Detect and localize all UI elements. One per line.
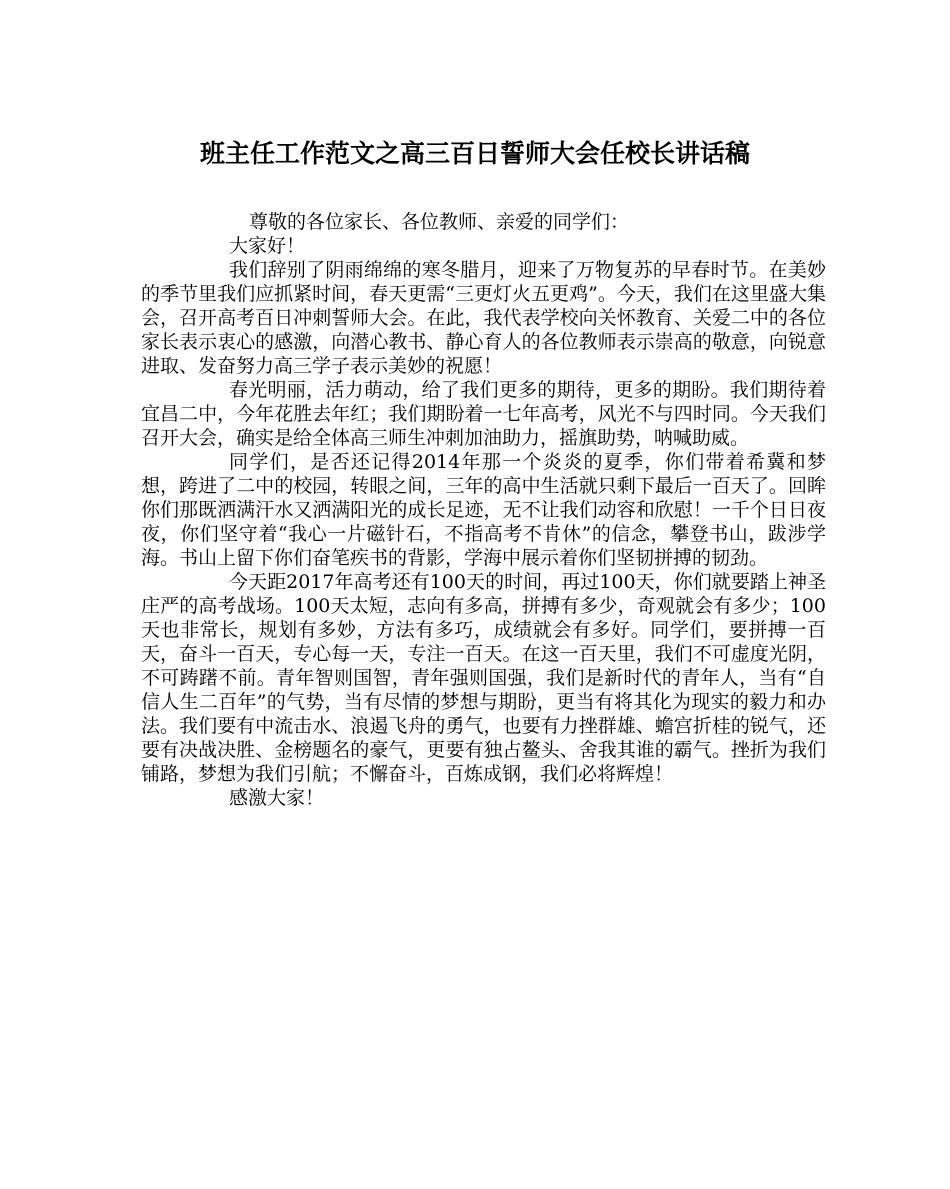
closing: 感激大家！ <box>229 787 325 809</box>
document-title: 班主任工作范文之高三百日誓师大会任校长讲话稿 <box>199 139 750 168</box>
paragraph: 同学们，是否还记得2014年那一个炎炎的夏季，你们带着希冀和梦想，跨进了二中的校园，转眼之间，三年的高中生活就只剩下最后一百天了。回眸你们那既洒满汗水又洒满阳光的成长足迹，无不让我们动容和欣慰！一千个日日夜夜，你们坚守着“我心一片磁针石，不指高考不肯休”的信念，攀登书山，跋涉学海。书山上留下你们奋笔疾书的背影，学海中展示着你们坚韧拼搏的韧劲。 <box>141 451 826 569</box>
paragraph: 今天距2017年高考还有100天的时间，再过100天，你们就要踏上神圣庄严的高考战场。100天太短，志向有多高，拼搏有多少，奇观就会有多少；100天也非常长，规划有多妙，方法有多巧，成绩就会有多好。同学们，要拼搏一百天，奋斗一百天，专心每一天，专注一百天。在这一百天里，我们不可虚度光阴，不可踌躇不前。青年智则国智，青年强则国强，我们是新时代的青年人，当有“自信人生二百年”的气势，当有尽情的梦想与期盼，更当有将其化为现实的毅力和办法。我们要有中流击水、浪遏飞舟的勇气，也要有力挫群雄、蟾宫折桂的锐气，还要有决战决胜、金榜题名的豪气，更要有独占鳌头、舍我其谁的霸气。挫折为我们铺路，梦想为我们引航；不懈奋斗，百炼成钢，我们必将辉煌！ <box>141 571 826 785</box>
paragraph: 春光明丽，活力萌动，给了我们更多的期待，更多的期盼。我们期待着宜昌二中，今年花胜去年红；我们期盼着一七年高考，风光不与四时同。今天我们召开大会，确实是给全体高三师生冲刺加油助力，摇旗助势，呐喊助威。 <box>141 379 826 449</box>
greeting: 大家好！ <box>229 235 306 257</box>
paragraph: 我们辞别了阴雨绵绵的寒冬腊月，迎来了万物复苏的早春时节。在美妙的季节里我们应抓紧时间，春天更需“三更灯火五更鸡”。今天，我们在这里盛大集会，召开高考百日冲刺誓师大会。在此，我代表学校向关怀教育、关爱二中的各位家长表示衷心的感激，向潜心教书、静心育人的各位教师表示崇高的敬意，向锐意进取、发奋努力高三学子表示美妙的祝愿！ <box>141 259 826 377</box>
salutation: 尊敬的各位家长、各位教师、亲爱的同学们： <box>249 211 630 233</box>
document-body <box>141 210 826 810</box>
